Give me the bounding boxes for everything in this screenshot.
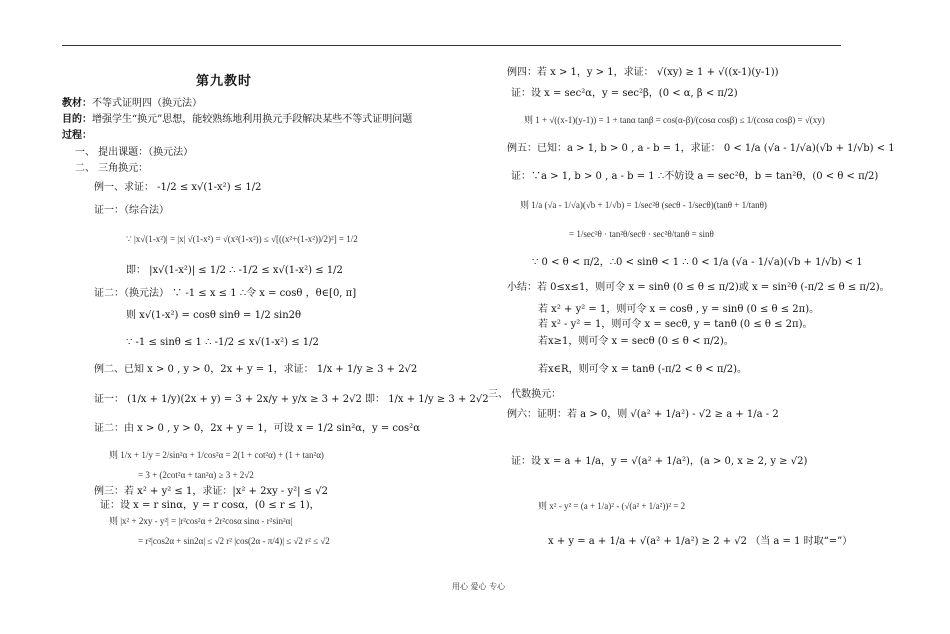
goal-text: 增强学生“换元”思想，能较熟练地利用换元手段解决某些不等式证明问题 bbox=[92, 114, 413, 125]
right-line: 则 1/a (√a - 1/√a)(√b + 1/√b) = 1/sec²θ (secθ - 1/secθ)(tanθ + 1/tanθ) bbox=[520, 200, 767, 210]
material-line bbox=[62, 98, 202, 110]
right-line: 三、 代数换元： bbox=[488, 389, 562, 400]
left-line: 例一、求证： -1/2 ≤ x√(1-x²) ≤ 1/2 bbox=[94, 182, 262, 193]
left-line: 则 1/x + 1/y = 2/sin²α + 1/cos²α = 2(1 + cot²α) + (1 + tan²α) bbox=[109, 450, 324, 460]
left-line: 二、 三角换元： bbox=[75, 163, 149, 174]
summary-line: 若 x² - y² = 1，则可令 x = secθ, y = tanθ (0 ≤ θ ≤ 2π)。 bbox=[538, 319, 813, 330]
left-line: 证：设 x = r sinα，y = r cosα，(0 ≤ r ≤ 1)， bbox=[100, 500, 320, 511]
right-line: 例四：若 x > 1，y > 1，求证： √(xy) ≥ 1 + √((x-1)(y-1)) bbox=[507, 67, 779, 78]
left-line: 证一： (1/x + 1/y)(2x + y) = 3 + 2x/y + y/x ≥ 3 + 2√2 即： 1/x + 1/y ≥ 3 + 2√2 bbox=[94, 394, 489, 405]
left-line: = r²|cos2α + sin2α| ≤ √2 r² |cos(2α - π/4)| ≤ √2 r² ≤ √2 bbox=[138, 536, 330, 546]
left-line: ∵ |x√(1-x²)| = |x| √(1-x²) = √(x²(1-x²)) ≤ √[((x²+(1-x²))/2)²] = 1/2 bbox=[126, 234, 358, 244]
left-line: 则 x√(1-x²) = cosθ sinθ = 1/2 sin2θ bbox=[126, 310, 302, 321]
summary-line: 若 x² + y² = 1，则可令 x = cosθ , y = sinθ (0 ≤ θ ≤ 2π)。 bbox=[538, 304, 820, 315]
left-line: 证二：（换元法） ∵ -1 ≤ x ≤ 1 ∴令 x = cosθ ，θ∈[0, π] bbox=[94, 288, 357, 299]
summary-line: 若x∈R，则可令 x = tanθ (-π/2 < θ < π/2)。 bbox=[538, 364, 748, 375]
left-line: 例三：若 x² + y² ≤ 1，求证：|x² + 2xy - y²| ≤ √2 bbox=[94, 486, 328, 497]
right-line: 例六：证明：若 a > 0，则 √(a² + 1/a²) - √2 ≥ a + 1/a - 2 bbox=[507, 409, 779, 420]
left-line: 证一：（综合法） bbox=[94, 205, 169, 216]
goal-line bbox=[62, 114, 412, 126]
header-rule bbox=[62, 45, 841, 46]
right-line: = 1/sec²θ · tan²θ/secθ · sec²θ/tanθ = sinθ bbox=[569, 229, 714, 239]
right-line: x + y = a + 1/a + √(a² + 1/a²) ≥ 2 + √2 （当 a = 1 时取“=”） bbox=[548, 536, 853, 547]
page-footer: 用心 爱心 专心 bbox=[452, 582, 506, 591]
left-line: ∵ -1 ≤ sinθ ≤ 1 ∴ -1/2 ≤ x√(1-x²) ≤ 1/2 bbox=[126, 337, 319, 348]
material-text: 不等式证明四（换元法） bbox=[92, 98, 202, 109]
goal-label: 目的： bbox=[62, 114, 92, 125]
left-line: = 3 + (2cot²α + tan²α) ≥ 3 + 2√2 bbox=[138, 470, 254, 480]
summary-line: 小结：若 0≤x≤1，则可令 x = sinθ (0 ≤ θ ≤ π/2)或 x = sin²θ (-π/2 ≤ θ ≤ π/2)。 bbox=[507, 282, 890, 293]
right-line: 证：∵a > 1, b > 0 , a - b = 1 ∴不妨设 a = sec²θ，b = tan²θ，(0 < θ < π/2) bbox=[511, 171, 879, 182]
left-line: 证二：由 x > 0 , y > 0，2x + y = 1，可设 x = 1/2 sin²α，y = cos²α bbox=[94, 423, 420, 434]
material-label: 教材： bbox=[62, 98, 92, 109]
summary-line: 若x≥1，则可令 x = secθ (0 ≤ θ < π/2)。 bbox=[538, 336, 734, 347]
right-line: 则 1 + √((x-1)(y-1)) = 1 + tanα tanβ = cos(α-β)/(cosα cosβ) ≤ 1/(cosα cosβ) = √(xy) bbox=[524, 115, 825, 125]
left-line: 则 |x² + 2xy - y²| = |r²cos²α + 2r²cosα sinα - r²sin²α| bbox=[109, 516, 293, 526]
right-line: ∵ 0 < θ < π/2，∴0 < sinθ < 1 ∴ 0 < 1/a (√a - 1/√a)(√b + 1/√b) < 1 bbox=[532, 257, 863, 268]
right-line: 证：设 x = a + 1/a，y = √(a² + 1/a²)，(a > 0, x ≥ 2, y ≥ √2) bbox=[511, 456, 808, 467]
left-line: 例二、已知 x > 0 , y > 0，2x + y = 1，求证： 1/x + 1/y ≥ 3 + 2√2 bbox=[94, 364, 418, 375]
page-title: 第九教时 bbox=[196, 74, 253, 89]
right-line: 例五：已知：a > 1, b > 0 , a - b = 1，求证： 0 < 1/a (√a - 1/√a)(√b + 1/√b) < 1 bbox=[507, 143, 895, 154]
right-line: 证：设 x = sec²α，y = sec²β，(0 < α, β < π/2) bbox=[511, 88, 738, 99]
right-line: 则 x² - y² = (a + 1/a)² - (√(a² + 1/a²))² = 2 bbox=[538, 501, 686, 511]
process-label: 过程： bbox=[62, 130, 92, 141]
left-line: 即： |x√(1-x²)| ≤ 1/2 ∴ -1/2 ≤ x√(1-x²) ≤ 1/2 bbox=[126, 265, 343, 276]
left-line: 一、 提出课题：（换元法） bbox=[75, 147, 194, 158]
